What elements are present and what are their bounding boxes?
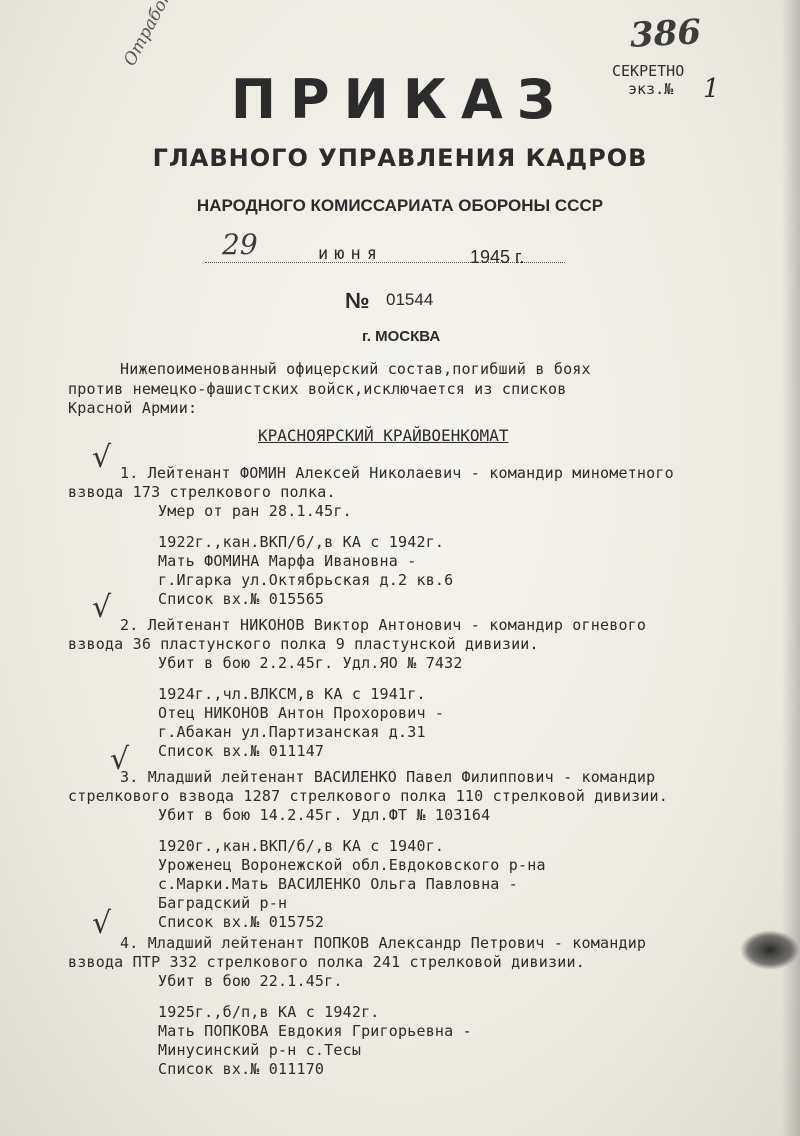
entry-detail: Список вх.№ 011147: [158, 742, 325, 760]
entry-detail: Уроженец Воронежской обл.Евдоковского р-на: [158, 856, 546, 874]
order-number: 01544: [386, 290, 434, 309]
entry-detail: 1922г.,кан.ВКП/б/,в КА с 1942г.: [158, 533, 445, 551]
check-mark: √: [92, 590, 112, 625]
check-mark: √: [110, 742, 130, 777]
entry-line: 1. Лейтенант ФОМИН Алексей Николаевич - командир минометного: [120, 464, 674, 482]
entry-line: Убит в бою 22.1.45г.: [158, 972, 343, 990]
entry-line: взвода ПТР 332 стрелкового полка 241 стрелковой дивизии.: [68, 953, 585, 971]
entry-detail: г.Абакан ул.Партизанская д.31: [158, 723, 426, 741]
section-heading: КРАСНОЯРСКИЙ КРАЙВОЕНКОМАТ: [258, 426, 509, 445]
date-month: июня: [318, 244, 383, 264]
document-subtitle: ГЛАВНОГО УПРАВЛЕНИЯ КАДРОВ: [152, 144, 648, 172]
date-year: 1945 г.: [470, 247, 525, 267]
ink-blot: [740, 930, 800, 970]
check-mark: √: [92, 906, 112, 941]
document-subtitle-2: НАРОДНОГО КОМИССАРИАТА ОБОРОНЫ СССР: [196, 196, 604, 215]
entry-detail: 1925г.,б/п,в КА с 1942г.: [158, 1003, 380, 1021]
entry-detail: 1924г.,чл.ВЛКСМ,в КА с 1941г.: [158, 685, 426, 703]
document-title: ПРИКАЗ: [230, 68, 570, 131]
entry-detail: Мать ПОПКОВА Евдокия Григорьевна -: [158, 1022, 472, 1040]
intro-line: против немецко-фашистских войск,исключается из списков: [68, 380, 567, 398]
entry-detail: Баградский р-н: [158, 894, 288, 912]
copy-label: экз.№: [628, 80, 674, 98]
entry-detail: Отец НИКОНОВ Антон Прохорович -: [158, 704, 445, 722]
entry-line: Убит в бою 2.2.45г. Удл.ЯО № 7432: [158, 654, 463, 672]
entry-detail: с.Марки.Мать ВАСИЛЕНКО Ольга Павловна -: [158, 875, 518, 893]
entry-detail: Список вх.№ 015752: [158, 913, 325, 931]
intro-line: Нижепоименованный офицерский состав,погибший в боях: [120, 360, 591, 378]
entry-line: взвода 173 стрелкового полка.: [68, 483, 336, 501]
entry-line: Умер от ран 28.1.45г.: [158, 502, 352, 520]
copy-number: 1: [703, 74, 720, 104]
check-mark: √: [92, 440, 112, 475]
entry-detail: Список вх.№ 011170: [158, 1060, 325, 1078]
entry-detail: 1920г.,кан.ВКП/б/,в КА с 1940г.: [158, 837, 445, 855]
entry-line: стрелкового взвода 1287 стрелкового полка 110 стрелковой дивизии.: [68, 787, 668, 805]
entry-line: 3. Младший лейтенант ВАСИЛЕНКО Павел Филиппович - командир: [120, 768, 656, 786]
entry-line: взвода 36 пластунского полка 9 пластунской дивизии.: [68, 635, 539, 653]
entry-line: 4. Младший лейтенант ПОПКОВ Александр Петрович - командир: [120, 934, 647, 952]
secret-label: СЕКРЕТНО: [612, 62, 685, 80]
entry-line: 2. Лейтенант НИКОНОВ Виктор Антонович - командир огневого: [120, 616, 647, 634]
entry-line: Убит в бою 14.2.45г. Удл.ФТ № 103164: [158, 806, 491, 824]
date-day: 29: [222, 228, 258, 261]
handwritten-page-number: 386: [629, 12, 702, 56]
intro-line: Красной Армии:: [68, 399, 198, 417]
entry-detail: Список вх.№ 015565: [158, 590, 325, 608]
entry-detail: Минусинский р-н с.Тесы: [158, 1041, 362, 1059]
order-number-label: №: [345, 288, 370, 313]
entry-detail: Мать ФОМИНА Марфа Ивановна -: [158, 552, 417, 570]
city: г. МОСКВА: [362, 328, 441, 345]
entry-detail: г.Игарка ул.Октябрьская д.2 кв.6: [158, 571, 454, 589]
